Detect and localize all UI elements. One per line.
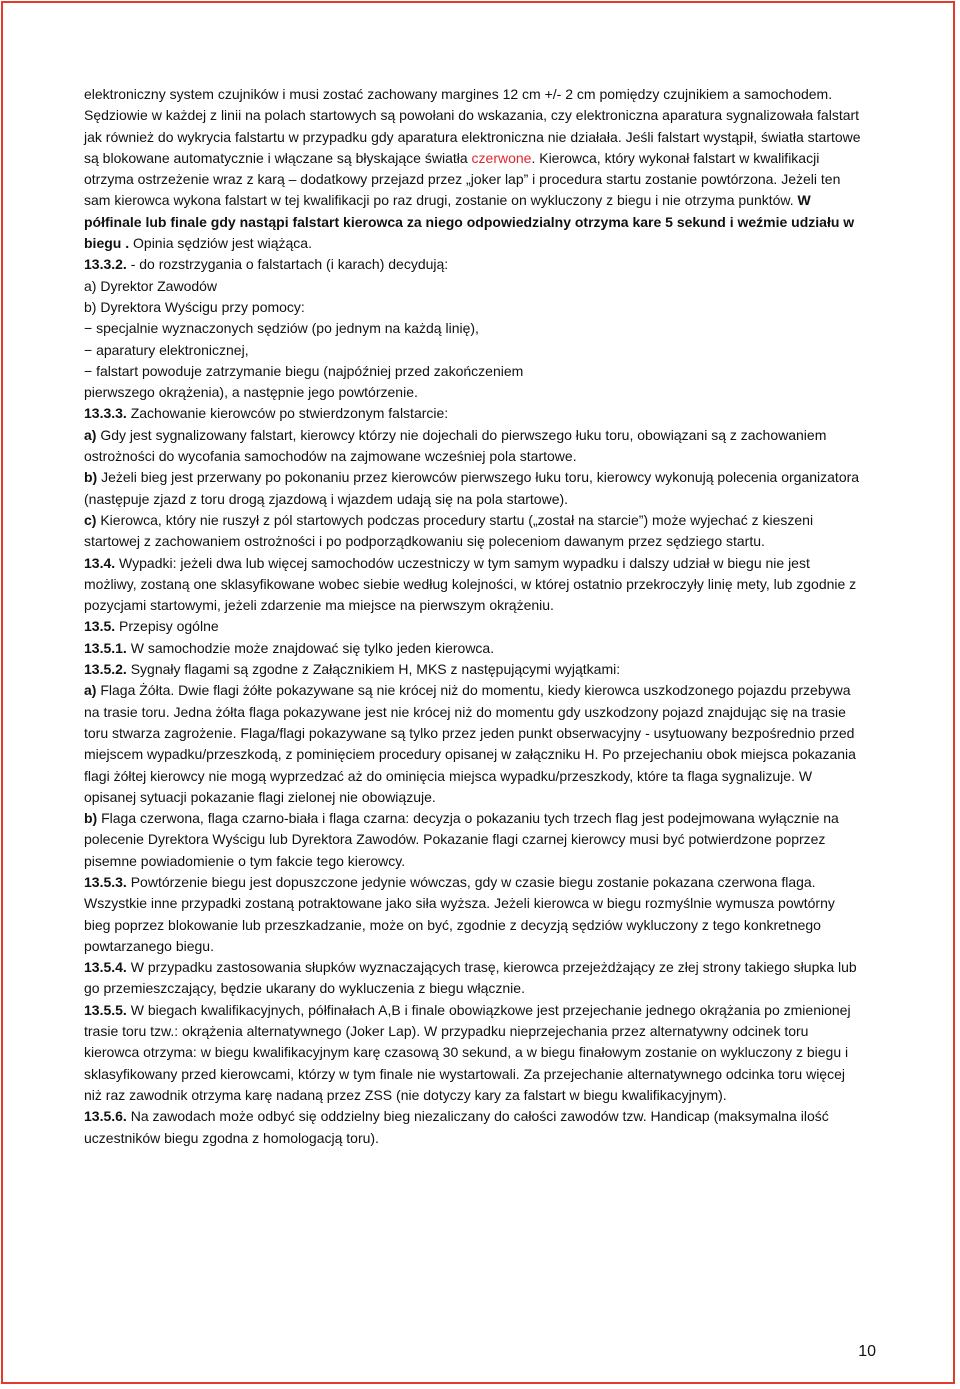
text-span: W przypadku zastosowania słupków wyznaczających trasę, kierowca przejeżdżający ze złej strony takiego słupka lub go przemieszczający, będzie ukarany do wykluczenia z biegu włącznie.: [84, 959, 857, 997]
bold-text: 13.5.: [84, 618, 116, 635]
paragraph: [84, 808, 864, 872]
bold-text: 13.5.3.: [84, 873, 127, 890]
bold-text: b): [84, 469, 98, 486]
paragraph: [84, 403, 864, 424]
text-span: Jeżeli bieg jest przerwany po pokonaniu przez kierowców pierwszego łuku toru, kierowcy wykonują polecenia organizatora (następuje zjazd z toru drogą zjazdową i wjazdem udają się na pola startowe).: [84, 469, 860, 507]
bold-text: 13.5.6.: [84, 1108, 127, 1125]
paragraph: [84, 382, 864, 403]
text-span: W samochodzie może znajdować się tylko jeden kierowca.: [126, 639, 495, 656]
paragraph: [84, 340, 864, 361]
paragraph: [84, 510, 864, 553]
paragraph: [84, 553, 864, 617]
text-span: Sygnały flagami są zgodne z Załącznikiem H, MKS z następującymi wyjątkami:: [126, 661, 621, 678]
paragraph: [84, 1106, 864, 1149]
paragraph: [84, 361, 864, 382]
paragraph: [84, 659, 864, 680]
paragraph: [84, 1000, 864, 1106]
bold-text: b): [84, 810, 98, 827]
text-span: Wypadki: jeżeli dwa lub więcej samochodów uczestniczy w tym samym wypadku i dalszy udział w biegu nie jest możliwy, zostaną one sklasyfikowane wobec siebie według kolejności, w której ostatnio przekroczyły linię mety, lub zgodnie z pozycjami startowymi, jeżeli zdarzenie ma miejsce na pierwszym okrążeniu.: [84, 554, 857, 614]
text-span: b) Dyrektora Wyścigu przy pomocy:: [84, 298, 305, 315]
paragraph: [84, 680, 864, 808]
paragraph: [84, 467, 864, 510]
paragraph: [84, 318, 864, 339]
bold-text: 13.5.5.: [84, 1001, 127, 1018]
bold-text: 13.5.4.: [84, 959, 127, 976]
text-span: elektroniczny system czujników i musi zostać zachowany margines 12 cm +/- 2 cm pomiędzy czujnikiem a samochodem. Sędziowie w każdej z linii na polach startowych są powołani do wskazania, czy elektroniczna aparatura sygnalizowała falstart jak również do wykrycia falstartu w przypadku gdy aparatura elektroniczna nie działała. Jeśli falstart wystąpił, światła startowe są blokowane automatycznie i włączane są błyskające światła: [84, 86, 861, 166]
paragraph: [84, 254, 864, 275]
bold-text: 13.5.2.: [84, 661, 127, 678]
text-span: pierwszego okrążenia), a następnie jego powtórzenie.: [84, 384, 418, 401]
paragraph: [84, 297, 864, 318]
paragraph: [84, 276, 864, 297]
text-span: Zachowanie kierowców po stwierdzonym falstarcie:: [126, 405, 449, 422]
bold-text: 13.4.: [84, 554, 116, 571]
text-span: Flaga Żółta. Dwie flagi żółte pokazywane są nie krócej niż do momentu, kiedy kierowca uszkodzonego pojazdu przebywa na trasie toru. Jedna żółta flaga pokazywane jest nie krócej niż do momentu gdy uszkodzony pojazd znajdując się na trasie toru stwarza zagrożenie. Flaga/flagi pokazywane są tylko przez jeden punkt obserwacyjny - usytuowany bezpośrednio przed miejscem wypadku/przeszkodą, z pominięciem procedury opisanej w załączniku H. Po przejechaniu obok miejsca pokazania flagi żółtej kierowcy nie mogą wyprzedzać aż do ominięcia miejsca wypadku/przeszkody, które ta flaga sygnalizuje. W opisanej sytuacji pokazanie flagi zielonej nie obowiązuje.: [84, 682, 856, 805]
text-span: Powtórzenie biegu jest dopuszczone jedynie wówczas, gdy w czasie biegu zostanie pokazana czerwona flaga. Wszystkie inne przypadki zostaną potraktowane jako siła wyższa. Jeżeli kierowca w biegu rozmyślnie wymusza powtórny bieg poprzez blokowanie lub przeszkadzanie, może on być, zgodnie z decyzją sędziów wykluczony z tego konkretnego powtarzanego biegu.: [84, 873, 835, 954]
text-span: − aparatury elektronicznej,: [84, 341, 249, 358]
bold-text: a): [84, 682, 97, 699]
paragraph: [84, 872, 864, 957]
text-span: a) Dyrektor Zawodów: [84, 277, 218, 294]
text-span: W biegach kwalifikacyjnych, półfinałach A,B i finale obowiązkowe jest przejechanie jednego okrążania po zmienionej trasie toru tzw.: okrążenia alternatywnego (Joker Lap). W przypadku nieprzejechania przez alternatywny odcinek toru kierowca otrzyma: w biegu kwalifikacyjnym karę czasową 30 sekund, a w biegu finałowym zostanie on wykluczony z biegu i sklasyfikowany przed kierowcami, którzy w tym finale nie wystartowali. Za przejechanie alternatywnego odcinka toru więcej niż raz zawodnik otrzyma karę nadaną przez ZSS (nie dotyczy kary za falstart w biegu kwalifikacyjnym).: [84, 1001, 851, 1103]
text-span: − falstart powoduje zatrzymanie biegu (najpóźniej przed zakończeniem: [84, 362, 524, 379]
text-span: Kierowca, który nie ruszył z pól startowych podczas procedury startu („został na starcie”) może wyjechać z kieszeni startowej z zachowaniem ostrożności i po podporządkowaniu się poleceniom dawanym przez sędziego startu.: [84, 511, 814, 550]
text-span: − specjalnie wyznaczonych sędziów (po jednym na każdą linię),: [84, 320, 479, 337]
text-span: Na zawodach może odbyć się oddzielny bieg niezaliczany do całości zawodów tzw. Handicap (maksymalna ilość uczestników biegu zgodna z homologacją toru).: [84, 1108, 829, 1146]
text-span: Gdy jest sygnalizowany falstart, kierowcy którzy nie dojechali do pierwszego łuku toru, obowiązani są z zachowaniem ostrożności do wycofania samochodów na zajmowane wcześniej pola startowe.: [84, 426, 827, 465]
text-span: . Kierowca, który wykonał falstart w kwalifikacji otrzyma ostrzeżenie wraz z karą – dodatkowy przejazd przez „joker lap” i procedura startu zostanie powtórzona. Jeżeli ten sam kierowca wykona falstart w tej kwalifikacji po raz drugi, zostanie on wykluczony z biegu i nie otrzyma punktów.: [84, 149, 841, 209]
bold-text: c): [84, 511, 97, 528]
document-body: [84, 84, 864, 1149]
paragraph: [84, 616, 864, 637]
text-span: Przepisy ogólne: [115, 618, 219, 635]
bold-text: a): [84, 426, 97, 443]
text-span: - do rozstrzygania o falstartach (i karach) decydują:: [126, 256, 449, 273]
paragraph: [84, 84, 864, 254]
red-text: czerwone: [471, 149, 532, 166]
bold-text: 13.3.3.: [84, 405, 127, 422]
text-span: Flaga czerwona, flaga czarno-biała i flaga czarna: decyzja o pokazaniu tych trzech flag jest podejmowana wyłącznie na polecenie Dyrektora Wyścigu lub Dyrektora Zawodów. Pokazanie flagi czarnej kierowcy musi być potwierdzone poprzez pisemne powiadomienie o tym fakcie tego kierowcy.: [84, 810, 839, 869]
paragraph: [84, 425, 864, 468]
page-number: 10: [858, 1343, 876, 1360]
bold-text: W półfinale lub finale gdy nastąpi falstart kierowca za niego odpowiedzialny otrzyma kare 5 sekund i weźmie udziału w biegu .: [84, 192, 855, 252]
paragraph: [84, 638, 864, 659]
bold-text: 13.5.1.: [84, 639, 127, 656]
text-span: Opinia sędziów jest wiążąca.: [129, 235, 312, 252]
paragraph: [84, 957, 864, 1000]
bold-text: 13.3.2.: [84, 256, 127, 273]
